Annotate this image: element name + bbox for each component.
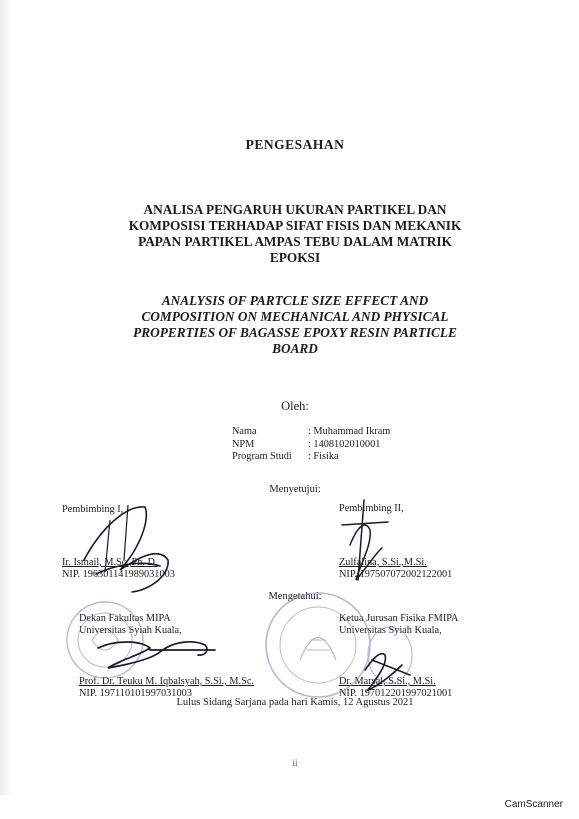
- faculty-stamp: [67, 602, 143, 678]
- pembimbing2-label: Pembimbing II,: [339, 503, 404, 514]
- ketua-label-line2: Universitas Syiah Kuala,: [339, 625, 442, 636]
- pembimbing2-nip: NIP. 197507072002122001: [339, 569, 453, 580]
- pembimbing1-name: Ir. Ismail, M.Sc.,Ph. D.: [62, 557, 158, 568]
- nama-label: Nama: [232, 426, 257, 437]
- oleh-label: Oleh:: [281, 399, 309, 413]
- dekan-label-line2: Universitas Syiah Kuala,: [79, 625, 182, 636]
- camscanner-watermark: CamScanner: [504, 799, 563, 810]
- pembimbing1-nip: NIP. 196301141989031003: [62, 569, 175, 580]
- ketua-name: Dr. Marsal, S.Si., M.Si.: [339, 676, 436, 687]
- title-en-line: PROPERTIES OF BAGASSE EPOXY RESIN PARTICLE: [133, 325, 457, 340]
- signature-dekan: [98, 642, 215, 668]
- dekan-label-line1: Dekan Fakultas MIPA: [79, 613, 171, 624]
- page-number: ii: [292, 758, 298, 768]
- title-en-line: BOARD: [272, 341, 318, 356]
- title-en-line: COMPOSITION ON MECHANICAL AND PHYSICAL: [141, 309, 449, 324]
- pembimbing1-label: Pembimbing I,: [62, 504, 124, 515]
- ketua-nip: NIP. 197012201997021001: [339, 688, 453, 699]
- university-stamp: [266, 593, 412, 697]
- dekan-name: Prof. Dr. Teuku M. Iqbalsyah, S.Si., M.Sc.: [79, 676, 254, 687]
- dekan-nip: NIP. 197110101997031003: [79, 688, 192, 699]
- page-heading: PENGESAHAN: [245, 137, 345, 152]
- title-en-line: ANALYSIS OF PARTCLE SIZE EFFECT AND: [161, 293, 429, 308]
- signature-pembimbing1: [84, 507, 168, 592]
- pembimbing2-name: Zulfalina, S.Si.,M.Si.: [339, 557, 427, 568]
- title-id-line: EPOKSI: [269, 250, 321, 265]
- scanner-footer: [0, 795, 579, 819]
- npm-label: NPM: [232, 438, 255, 450]
- signature-pembimbing2: [342, 500, 388, 580]
- prodi-label: Program Studi: [232, 451, 292, 462]
- title-id-line: KOMPOSISI TERHADAP SIFAT FISIS DAN MEKANIK: [128, 218, 462, 233]
- prodi-value: : Fisika: [308, 451, 339, 462]
- nama-value: : Muhammad Ikram: [308, 426, 391, 437]
- graduation-statement: Lulus Sidang Sarjana pada hari Kamis, 12 Agustus 2021: [176, 697, 414, 708]
- mengetahui-label: Mengetahui:: [268, 591, 322, 602]
- title-id-line: ANALISA PENGARUH UKURAN PARTIKEL DAN: [143, 202, 447, 217]
- ketua-label-line1: Ketua Jurusan Fisika FMIPA: [339, 613, 459, 624]
- menyetujui-label: Menyetujui:: [269, 484, 321, 495]
- title-id-line: PAPAN PARTIKEL AMPAS TEBU DALAM MATRIK: [138, 234, 452, 249]
- npm-value: : 1408102010001: [308, 438, 381, 450]
